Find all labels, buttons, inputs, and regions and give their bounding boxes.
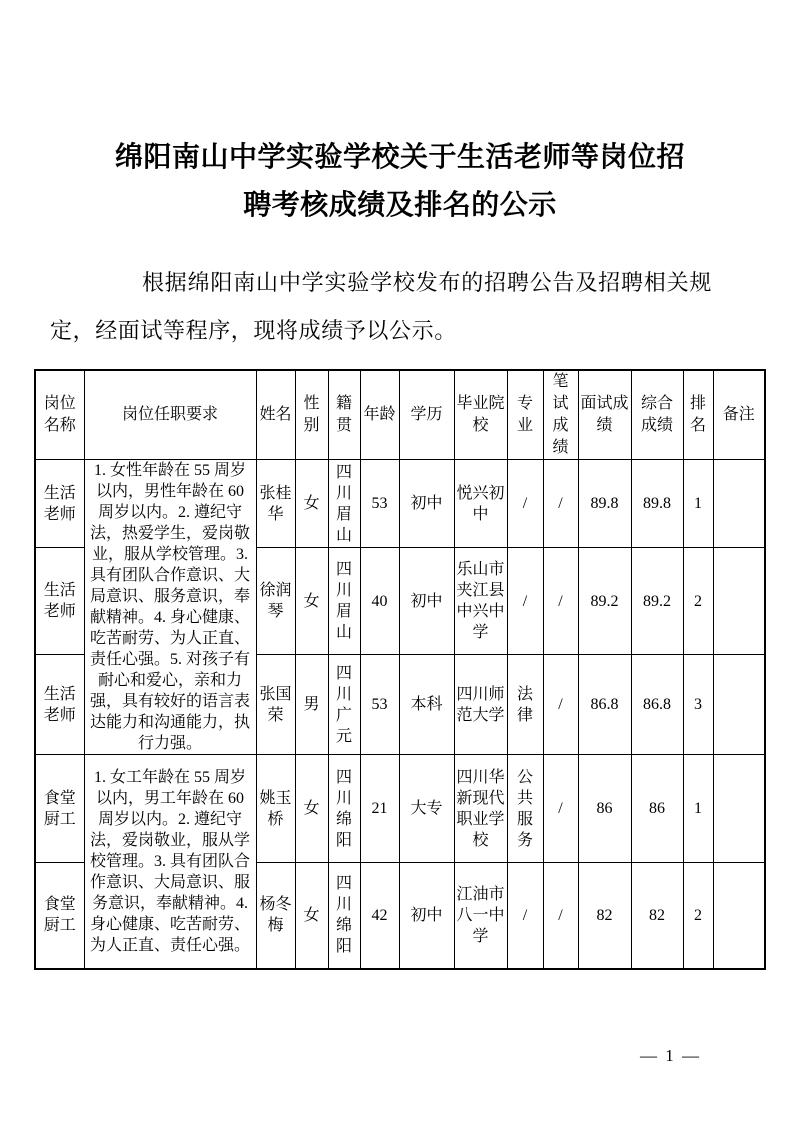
cell-name: 张桂华 — [256, 460, 295, 548]
page-title-line-1: 绵阳南山中学实验学校关于生活老师等岗位招 — [114, 142, 685, 173]
cell-education: 大专 — [399, 755, 454, 863]
cell-age: 42 — [360, 863, 399, 969]
cell-origin: 四川绵阳 — [328, 863, 360, 969]
cell-name: 姚玉桥 — [256, 755, 295, 863]
cell-rank: 2 — [683, 548, 713, 655]
cell-post: 生活老师 — [35, 655, 84, 755]
cell-rank: 1 — [683, 460, 713, 548]
cell-gender: 女 — [295, 460, 328, 548]
cell-gender: 女 — [295, 863, 328, 969]
cell-gender: 女 — [295, 548, 328, 655]
cell-written-score: / — [543, 460, 578, 548]
cell-interview-score: 86 — [578, 755, 631, 863]
header-origin: 籍贯 — [328, 370, 360, 460]
cell-age: 53 — [360, 460, 399, 548]
cell-note — [713, 460, 765, 548]
cell-education: 初中 — [399, 863, 454, 969]
header-overall-score: 综合成绩 — [631, 370, 683, 460]
cell-major: 公共服务 — [507, 755, 543, 863]
page-title — [0, 134, 800, 230]
cell-post: 生活老师 — [35, 460, 84, 548]
cell-major: / — [507, 863, 543, 969]
cell-interview-score: 82 — [578, 863, 631, 969]
cell-requirements: 1. 女性年龄在 55 周岁以内，男性年龄在 60 周岁以内。2. 遵纪守法，热爱学生，爱岗敬业，服从学校管理。3. 具有团队合作意识、大局意识、服务意识，奉献精神。4. 身心健康、吃苦耐劳、为人正直、责任心强。5. 对孩子有耐心和爱心，亲和力强，具有较好的语言表达能力和沟通能力，执行力强。 — [84, 460, 256, 755]
cell-education: 初中 — [399, 460, 454, 548]
cell-age: 53 — [360, 655, 399, 755]
cell-rank: 2 — [683, 863, 713, 969]
cell-origin: 四川眉山 — [328, 548, 360, 655]
cell-rank: 1 — [683, 755, 713, 863]
cell-overall-score: 82 — [631, 863, 683, 969]
cell-note — [713, 548, 765, 655]
intro-paragraph: 根据绵阳南山中学实验学校发布的招聘公告及招聘相关规定，经面试等程序，现将成绩予以公示。 — [50, 270, 712, 343]
cell-written-score: / — [543, 755, 578, 863]
cell-note — [713, 863, 765, 969]
cell-school: 悦兴初中 — [454, 460, 507, 548]
cell-education: 本科 — [399, 655, 454, 755]
cell-major: 法律 — [507, 655, 543, 755]
table-row — [35, 755, 765, 863]
cell-name: 徐润琴 — [256, 548, 295, 655]
cell-origin: 四川绵阳 — [328, 755, 360, 863]
header-post-name: 岗位名称 — [35, 370, 84, 460]
cell-written-score: / — [543, 863, 578, 969]
cell-major: / — [507, 460, 543, 548]
cell-origin: 四川广元 — [328, 655, 360, 755]
page-number: — 1 — — [640, 1046, 701, 1065]
header-gender: 性别 — [295, 370, 328, 460]
cell-written-score: / — [543, 548, 578, 655]
cell-overall-score: 89.8 — [631, 460, 683, 548]
cell-note — [713, 755, 765, 863]
cell-post: 食堂厨工 — [35, 863, 84, 969]
table-row — [35, 460, 765, 548]
cell-name: 张国荣 — [256, 655, 295, 755]
cell-school: 江油市八一中学 — [454, 863, 507, 969]
header-education: 学历 — [399, 370, 454, 460]
cell-post: 生活老师 — [35, 548, 84, 655]
cell-overall-score: 86.8 — [631, 655, 683, 755]
header-school: 毕业院校 — [454, 370, 507, 460]
cell-interview-score: 86.8 — [578, 655, 631, 755]
cell-school: 四川师范大学 — [454, 655, 507, 755]
cell-overall-score: 86 — [631, 755, 683, 863]
header-requirements: 岗位任职要求 — [84, 370, 256, 460]
header-major: 专业 — [507, 370, 543, 460]
cell-written-score: / — [543, 655, 578, 755]
cell-post: 食堂厨工 — [35, 755, 84, 863]
cell-interview-score: 89.8 — [578, 460, 631, 548]
score-table — [34, 369, 766, 970]
cell-note — [713, 655, 765, 755]
cell-school: 乐山市夹江县中兴中学 — [454, 548, 507, 655]
header-note: 备注 — [713, 370, 765, 460]
cell-gender: 男 — [295, 655, 328, 755]
header-age: 年龄 — [360, 370, 399, 460]
cell-origin: 四川眉山 — [328, 460, 360, 548]
cell-education: 初中 — [399, 548, 454, 655]
table-header-row — [35, 370, 765, 460]
header-interview-score: 面试成绩 — [578, 370, 631, 460]
header-written-score: 笔试成绩 — [543, 370, 578, 460]
cell-age: 40 — [360, 548, 399, 655]
cell-major: / — [507, 548, 543, 655]
cell-name: 杨冬梅 — [256, 863, 295, 969]
header-rank: 排名 — [683, 370, 713, 460]
cell-requirements: 1. 女工年龄在 55 周岁以内，男工年龄在 60 周岁以内。2. 遵纪守法，爱岗敬业，服从学校管理。3. 具有团队合作意识、大局意识、服务意识，奉献精神。4. 身心健康、吃苦耐劳、为人正直、责任心强。 — [84, 755, 256, 969]
cell-gender: 女 — [295, 755, 328, 863]
cell-interview-score: 89.2 — [578, 548, 631, 655]
cell-rank: 3 — [683, 655, 713, 755]
header-name: 姓名 — [256, 370, 295, 460]
cell-overall-score: 89.2 — [631, 548, 683, 655]
cell-age: 21 — [360, 755, 399, 863]
cell-school: 四川华新现代职业学校 — [454, 755, 507, 863]
page-title-line-2: 聘考核成绩及排名的公示 — [243, 190, 557, 221]
